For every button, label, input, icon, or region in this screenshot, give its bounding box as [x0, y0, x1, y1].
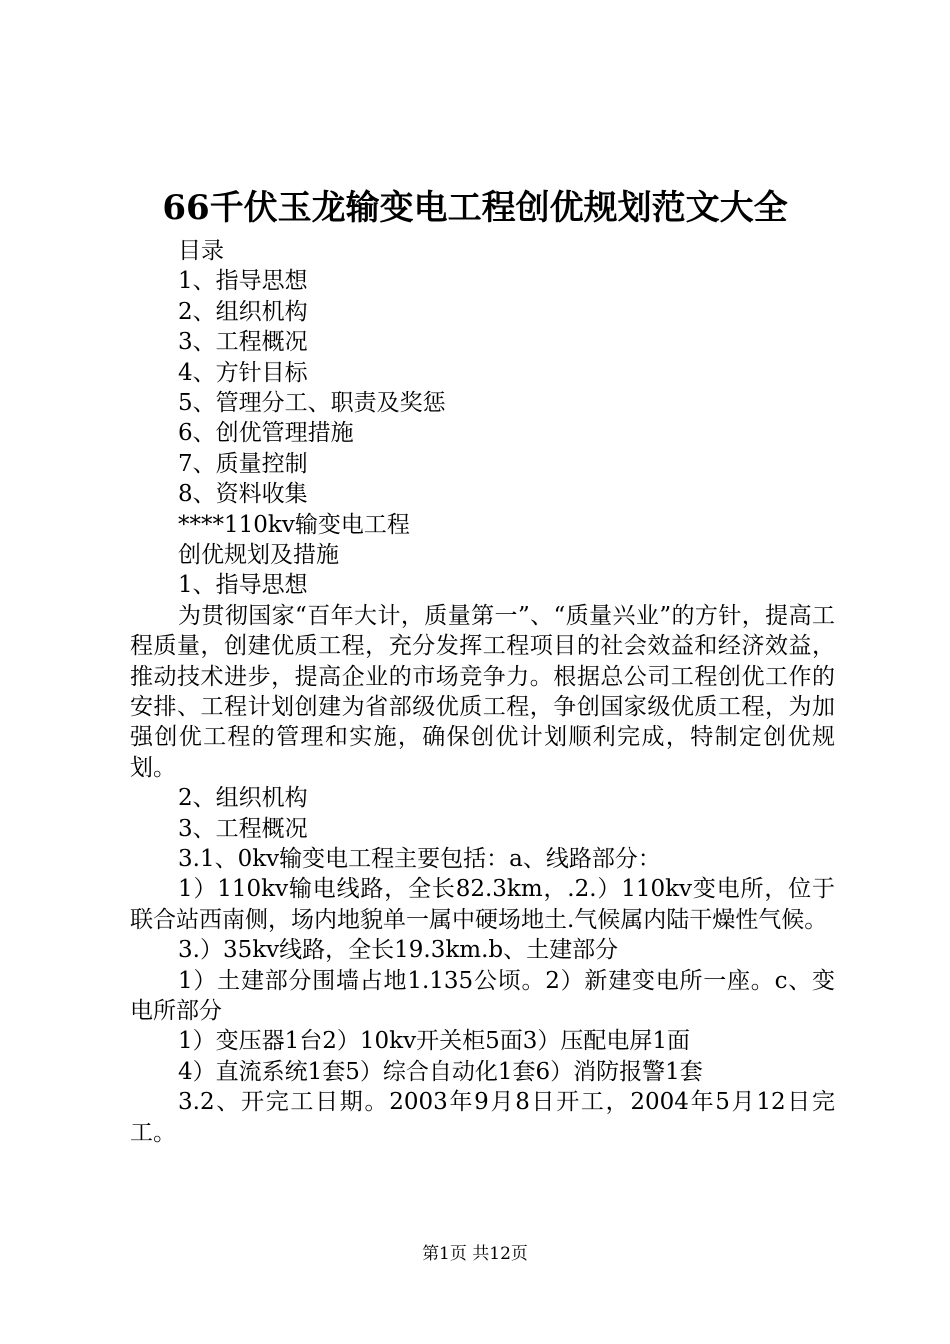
section3-1-text: 3.1、0kv输变电工程主要包括：a、线路部分： — [178, 845, 661, 872]
substation-line-1: 1）变压器1台2）10kv开关柜5面3）压配电屏1面 — [178, 1028, 690, 1055]
toc-item: 4、方针目标 — [178, 359, 308, 386]
toc-heading: 目录 — [178, 238, 224, 264]
toc-item: 3、工程概况 — [178, 329, 308, 356]
civil-paragraph: 1）土建部分围墙占地1.135公顷。2）新建变电所一座。c、变电所部分 — [130, 967, 835, 1024]
section3-heading: 3、工程概况 — [178, 815, 308, 842]
substation-line-2: 4）直流系统1套5）综合自动化1套6）消防报警1套 — [178, 1058, 703, 1085]
section1-heading: 1、指导思想 — [178, 572, 308, 599]
plan-heading: 创优规划及措施 — [178, 541, 339, 568]
toc-item: 6、创优管理措施 — [178, 420, 354, 447]
page-indicator: 第1页 共12页 — [422, 1244, 528, 1264]
table-of-contents — [130, 266, 835, 509]
document-title: 66千伏玉龙输变电工程创优规划范文大全 — [162, 188, 788, 228]
line-part-paragraph: 1）110kv输电线路，全长82.3km，.2.）110kv变电所，位于联合站西南侧，场内地貌单一属中硬场地土.气候属内陆干燥性气候。 — [130, 876, 835, 933]
section1-paragraph: 为贯彻国家“百年大计，质量第一”、“质量兴业”的方针，提高工程质量，创建优质工程，充分发挥工程项目的社会效益和经济效益，推动技术进步，提高企业的市场竞争力。根据总公司工程创优工作的安排、工程计划创建为省部级优质工程，争创国家级优质工程，为加强创优工程的管理和实施，确保创优计划顺利完成，特制定创优规划。 — [130, 602, 835, 781]
document-body — [130, 236, 835, 1148]
toc-item: 7、质量控制 — [178, 450, 308, 477]
schedule-paragraph: 3.2、开完工日期。2003年9月8日开工，2004年5月12日完工。 — [130, 1089, 835, 1146]
line-35kv-text: 3.）35kv线路，全长19.3km.b、土建部分 — [178, 937, 619, 964]
toc-item: 2、组织机构 — [178, 298, 308, 325]
project-name: ****110kv输变电工程 — [178, 511, 410, 538]
toc-item: 8、资料收集 — [178, 481, 308, 508]
toc-item: 5、管理分工、职责及奖惩 — [178, 389, 446, 416]
toc-item: 1、指导思想 — [178, 268, 308, 295]
section2-heading: 2、组织机构 — [178, 785, 308, 812]
